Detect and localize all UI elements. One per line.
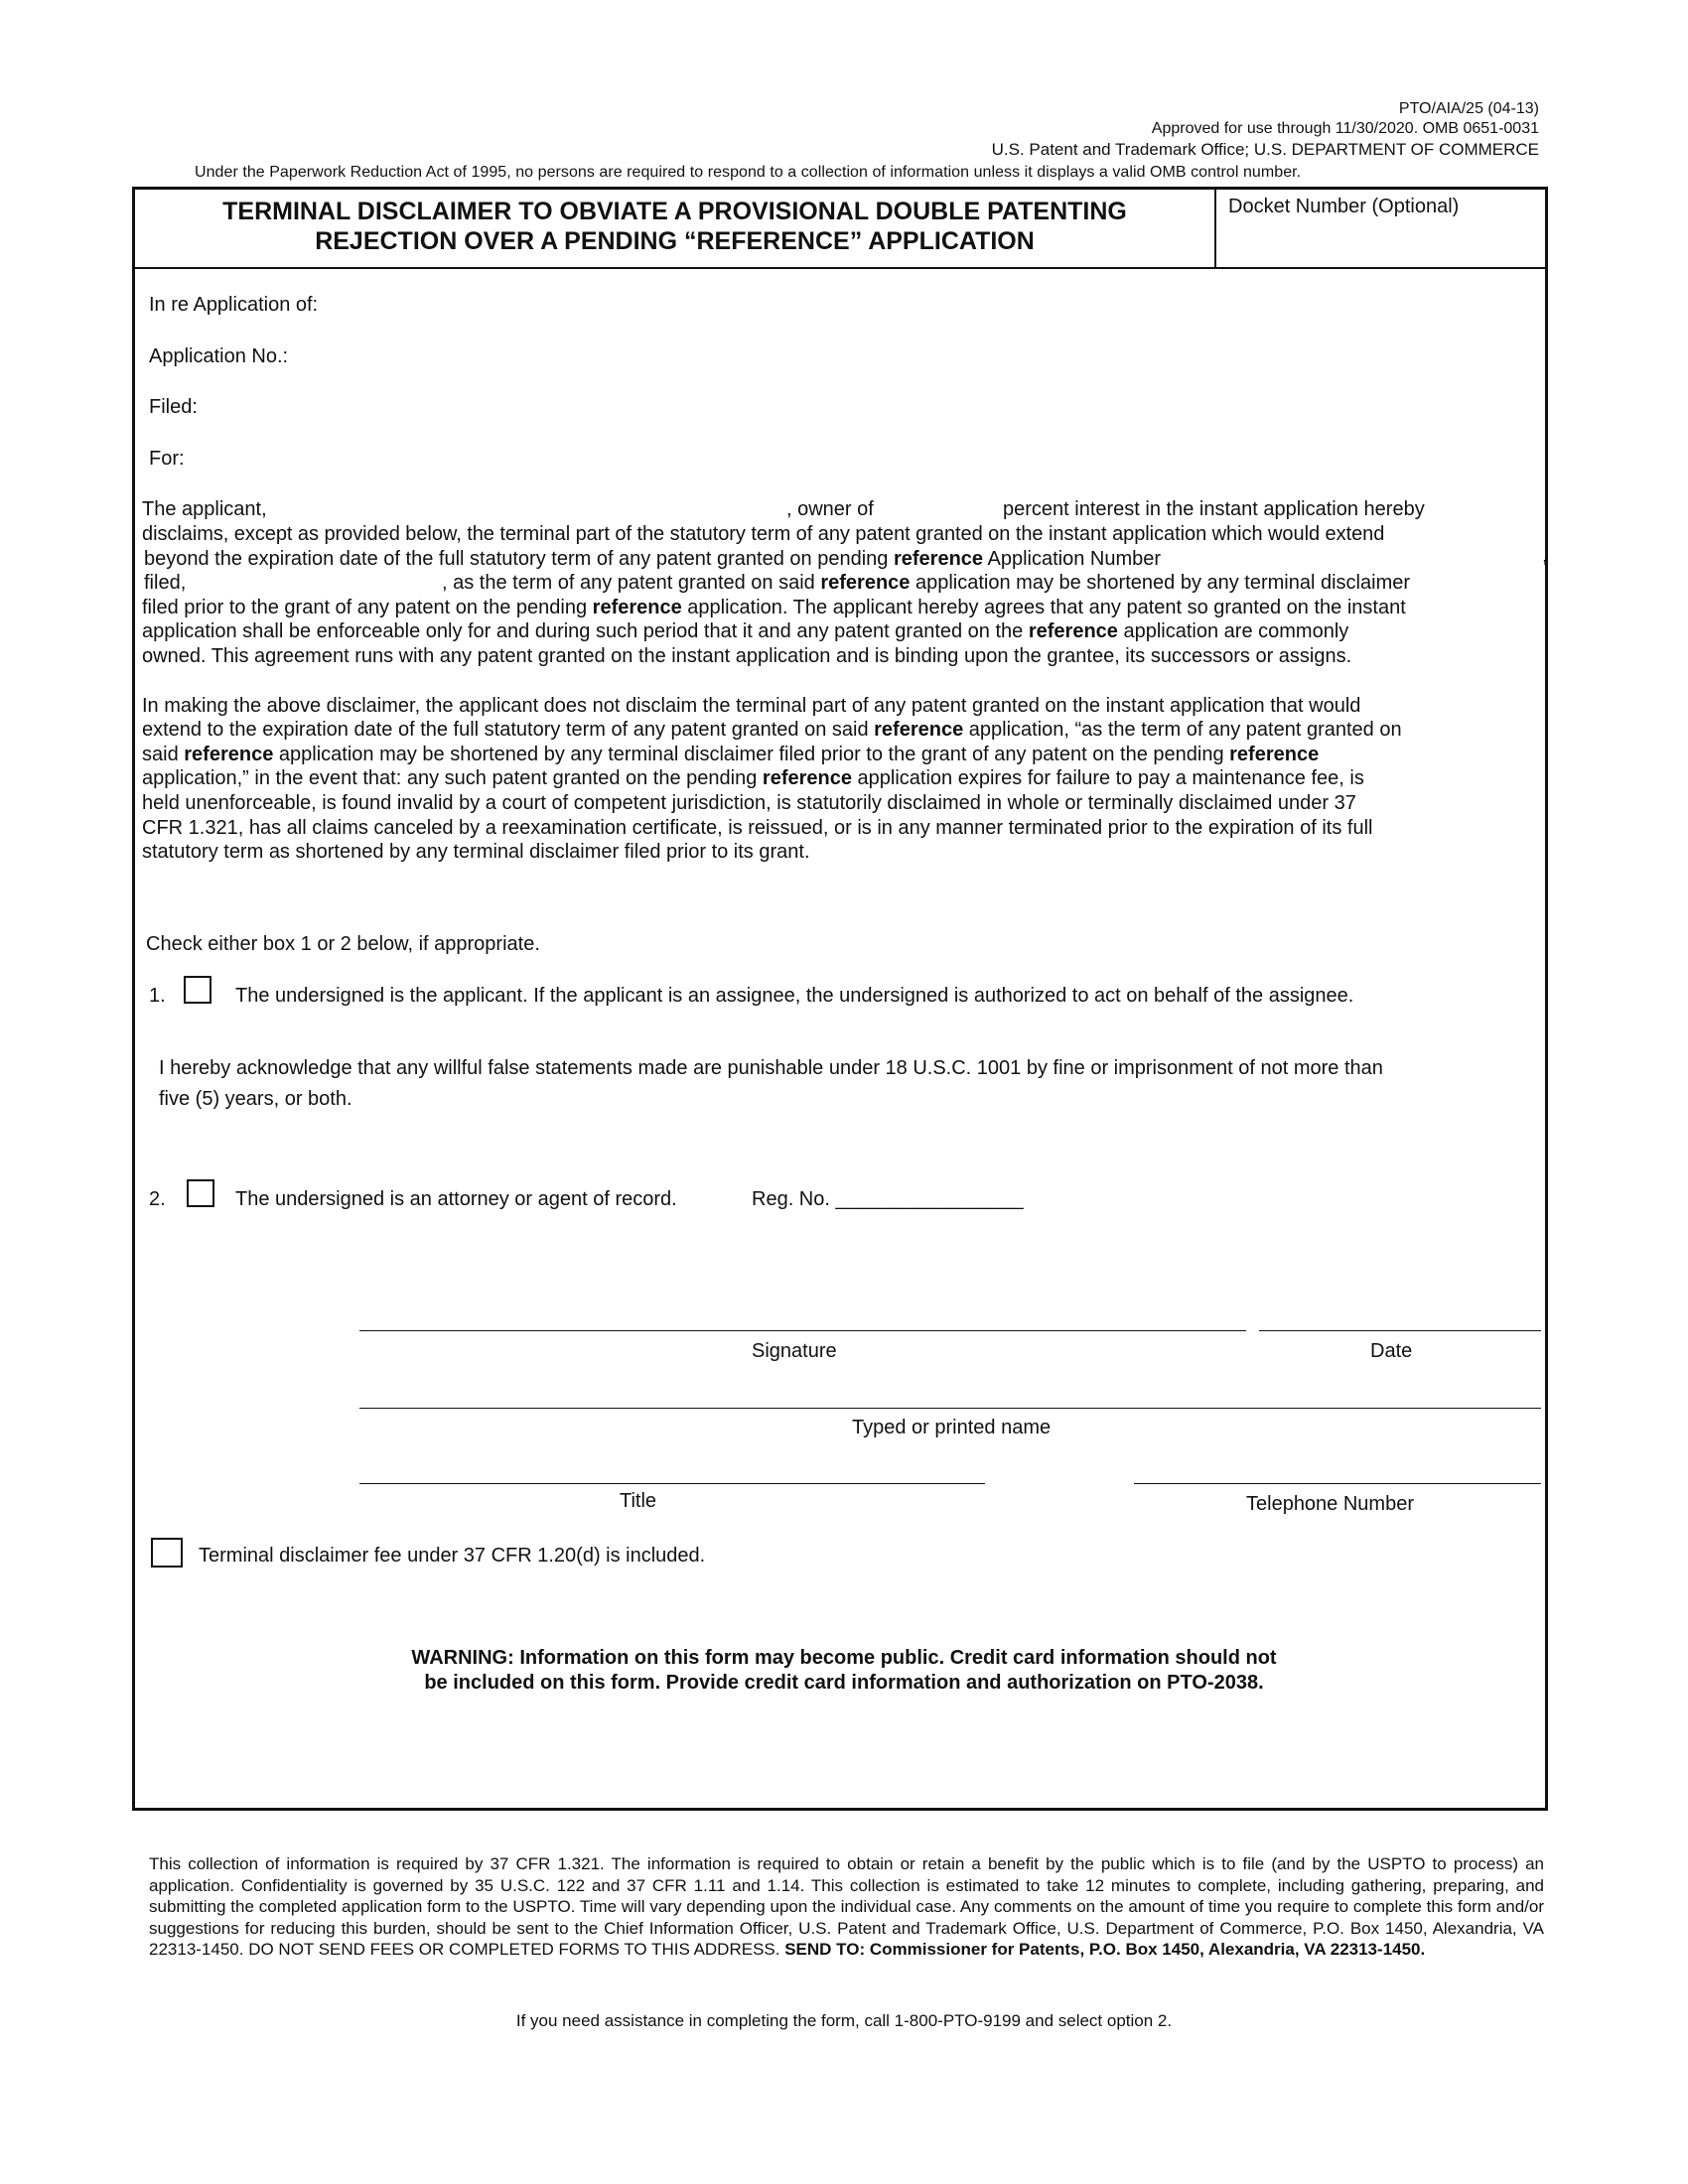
exceptions-line: held unenforceable, is found invalid by a court of competent jurisdiction, is statutorily disclaimed in whole or terminally disclaimed under 37 (142, 792, 1356, 814)
fee-checkbox[interactable] (151, 1538, 183, 1568)
typed-name-line[interactable] (359, 1408, 1541, 1409)
telephone-line[interactable] (1134, 1483, 1541, 1484)
option-2-label: The undersigned is an attorney or agent of record. (235, 1188, 677, 1210)
acknowledgment-line-2: five (5) years, or both. (159, 1088, 352, 1110)
omb-approval: Approved for use through 11/30/2020. OMB 0651-0031 (1151, 120, 1539, 137)
owner-label: , owner of (786, 498, 874, 520)
for-field[interactable]: For: (149, 448, 185, 470)
burden-statement: This collection of information is required by 37 CFR 1.321. The information is required to obtain or retain a benefit by the public which is to file (and by the USPTO to process) an application. Confidentiality is governed by 35 U.S.C. 122 and 37 CFR 1.11 and 1.14. This collection is estimated to take 12 minutes to complete, including gathering, preparing, and submitting the completed application form to the USPTO. Time will vary depending upon the individual case. Any comments on the amount of time you require to complete this form and/or suggestions for reducing this burden, should be sent to the Chief Information Officer, U.S. Patent and Trademark Office, U.S. Department of Commerce, P.O. Box 1450, Alexandria, VA 22313-1450. DO NOT SEND FEES OR COMPLETED FORMS TO THIS ADDRESS. SEND TO: Commissioner for Patents, P.O. Box 1450, Alexandria, VA 22313-1450. (149, 1854, 1544, 1959)
warning-line-2: be included on this form. Provide credit card information and authorization on PTO-2038. (424, 1672, 1264, 1694)
title-line-2: REJECTION OVER A PENDING “REFERENCE” APPLICATION (315, 227, 1035, 255)
application-no-field[interactable]: Application No.: (149, 345, 289, 367)
typed-name-label: Typed or printed name (852, 1417, 1052, 1438)
filed-label: filed, (144, 572, 187, 594)
acknowledgment-line-1: I hereby acknowledge that any willful false statements made are punishable under 18 U.S.C. 1001 by fine or imprisonment of not more than (159, 1057, 1383, 1079)
exceptions-line: statutory term as shortened by any terminal disclaimer filed prior to its grant. (142, 841, 810, 863)
form-title (135, 190, 1216, 267)
fee-label: Terminal disclaimer fee under 37 CFR 1.20(d) is included. (199, 1545, 706, 1567)
exceptions-line: extend to the expiration date of the full statutory term of any patent granted on said reference application, “as the term of any patent granted on (142, 719, 1402, 741)
title-line[interactable] (359, 1483, 985, 1484)
disclaimer-line: , as the term of any patent granted on said reference application may be shortened by any terminal disclaimer (442, 572, 1411, 594)
check-instruction: Check either box 1 or 2 below, if appropriate. (146, 933, 540, 955)
agency-name: U.S. Patent and Trademark Office; U.S. DEPARTMENT OF COMMERCE (991, 140, 1539, 159)
form-id: PTO/AIA/25 (04-13) (1398, 100, 1539, 117)
exceptions-line: CFR 1.321, has all claims canceled by a reexamination certificate, is reissued, or is in any manner terminated prior to the expiration of its full (142, 817, 1373, 839)
disclaimer-line: disclaims, except as provided below, the terminal part of the statutory term of any patent granted on the instant application which would extend (142, 523, 1385, 545)
paperwork-notice: Under the Paperwork Reduction Act of 1995, no persons are required to respond to a collection of information unless it displays a valid OMB control number. (195, 164, 1302, 181)
warning-line-1: WARNING: Information on this form may become public. Credit card information should not (411, 1647, 1277, 1669)
option-1-label: The undersigned is the applicant. If the applicant is an assignee, the undersigned is authorized to act on behalf of the assignee. (235, 985, 1354, 1007)
disclaimer-line: beyond the expiration date of the full statutory term of any patent granted on pending reference Application Number (144, 548, 1162, 570)
date-line[interactable] (1259, 1330, 1541, 1331)
in-re-application-field[interactable]: In re Application of: (149, 294, 319, 316)
title-line-1: TERMINAL DISCLAIMER TO OBVIATE A PROVISIONAL DOUBLE PATENTING (222, 198, 1127, 225)
disclaimer-line: filed prior to the grant of any patent on the pending reference application. The applicant hereby agrees that any patent so granted on the instant (142, 597, 1406, 618)
reg-no-field[interactable]: Reg. No. _________________ (752, 1188, 1024, 1210)
comma: , (1542, 545, 1548, 567)
signature-line[interactable] (359, 1330, 1246, 1331)
disclaimer-line: owned. This agreement runs with any patent granted on the instant application and is binding upon the grantee, its successors or assigns. (142, 645, 1352, 667)
title-label: Title (620, 1490, 657, 1512)
exceptions-line: In making the above disclaimer, the applicant does not disclaim the terminal part of any patent granted on the instant application that would (142, 695, 1361, 717)
applicant-label: The applicant, (142, 498, 267, 520)
exceptions-line: said reference application may be shortened by any terminal disclaimer filed prior to the grant of any patent on the pending reference (142, 744, 1320, 765)
date-label: Date (1370, 1340, 1413, 1362)
telephone-label: Telephone Number (1246, 1493, 1414, 1515)
signature-label: Signature (752, 1340, 837, 1362)
assistance-note: If you need assistance in completing the form, call 1-800-PTO-9199 and select option 2. (515, 2011, 1173, 2030)
filed-field[interactable]: Filed: (149, 396, 198, 418)
percent-interest-text: percent interest in the instant application hereby (1003, 498, 1425, 520)
docket-number-field[interactable]: Docket Number (Optional) (1228, 196, 1460, 217)
option-2-number: 2. (149, 1188, 166, 1210)
option-1-number: 1. (149, 985, 166, 1007)
title-row (135, 190, 1545, 269)
attorney-checkbox[interactable] (187, 1179, 214, 1207)
applicant-checkbox[interactable] (184, 976, 211, 1004)
disclaimer-line: application shall be enforceable only for and during such period that it and any patent granted on the reference application are commonly (142, 620, 1349, 642)
exceptions-line: application,” in the event that: any such patent granted on the pending reference application expires for failure to pay a maintenance fee, is (142, 767, 1364, 789)
